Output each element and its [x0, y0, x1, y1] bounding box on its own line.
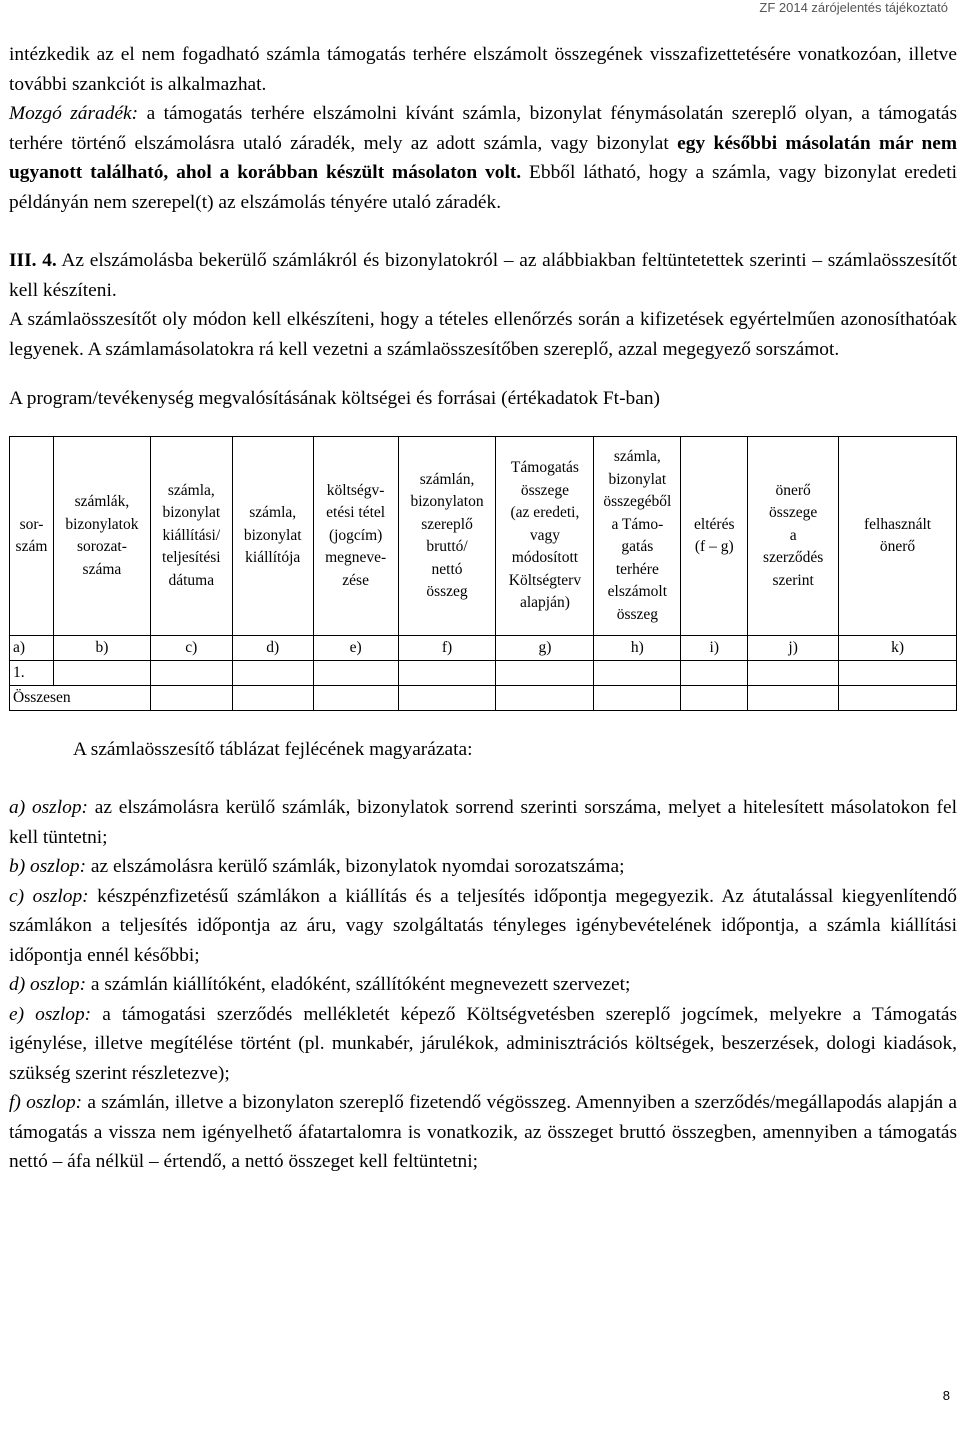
column-description: az elszámolásra kerülő számlák, bizonylatok nyomdai sorozatszáma;	[86, 856, 625, 877]
paragraph-mozgo-zaradek	[9, 99, 957, 217]
table-cell	[496, 686, 594, 711]
table-cell	[839, 661, 957, 686]
table-header-cell	[10, 437, 54, 636]
column-label: f) oszlop:	[9, 1092, 83, 1113]
term-label: Mozgó záradék:	[9, 103, 139, 124]
explanations-list	[9, 793, 957, 1177]
header-line: számlán,	[419, 470, 475, 488]
text-part: a támogatás terhére elszámolni kívánt számla, bizonylat fénymásolatán szereplő olyan, a támogatás terhére történő elszámolásra utaló záradék, mely az adott számla, vagy bizonylat	[9, 103, 957, 154]
header-line: gatás	[621, 538, 654, 555]
column-label: c) oszlop:	[9, 885, 89, 907]
header-line: eltérés	[694, 515, 735, 533]
header-line: bizonylatok	[65, 515, 139, 533]
paragraph-intro: intézkedik az el nem fogadható számla támogatás terhére elszámolt összegének visszafizettetésére vonatkozóan, illetve további szankciót is alkalmazhat.	[9, 44, 957, 95]
header-line: száma	[82, 560, 122, 578]
table-header-cell	[150, 437, 232, 636]
header-line: elszámolt	[607, 583, 668, 600]
document-header: ZF 2014 zárójelentés tájékoztató	[759, 0, 948, 15]
header-line: összege	[769, 504, 818, 522]
header-line: számla,	[249, 504, 297, 522]
header-line: összeg	[616, 605, 659, 623]
header-line: teljesítési	[162, 549, 221, 567]
header-line: összeg	[426, 583, 468, 600]
header-line: bruttó/	[426, 538, 468, 555]
table-header-cell	[496, 437, 594, 636]
header-line: önerő	[775, 481, 811, 499]
table-cell	[594, 661, 681, 686]
table-title: A program/tevékenység megvalósításának költségei és forrásai (értékadatok Ft-ban)	[9, 388, 660, 409]
explanation-item	[9, 1088, 957, 1177]
header-line: sor-	[19, 515, 44, 533]
column-label: d) oszlop:	[9, 974, 87, 995]
column-letter: f)	[398, 636, 496, 661]
header-line: megneve-	[325, 549, 387, 567]
table-total-row	[10, 686, 957, 711]
invoice-summary-table	[9, 436, 957, 711]
table-cell	[232, 686, 313, 711]
explanation-item	[9, 882, 957, 971]
explanation-item	[9, 1000, 957, 1089]
header-line: szerint	[772, 571, 814, 589]
header-line: etési tétel	[326, 504, 386, 522]
header-line: önerő	[879, 538, 916, 555]
page-number: 8	[942, 1388, 950, 1403]
header-line: dátuma	[168, 571, 215, 589]
column-label: e) oszlop:	[9, 1003, 92, 1025]
table-header-cell	[748, 437, 839, 636]
header-line: Támogatás	[510, 459, 579, 477]
explanation-title: A számlaösszesítő táblázat fejlécének magyarázata:	[73, 739, 473, 760]
table-cell	[681, 686, 748, 711]
column-letter: a)	[10, 636, 54, 661]
header-line: vagy	[529, 526, 560, 544]
header-line: (f – g)	[694, 538, 734, 555]
section-number: III. 4.	[9, 250, 57, 271]
total-label: Összesen	[10, 686, 151, 711]
table-letter-row	[10, 636, 957, 661]
table-cell	[398, 686, 496, 711]
column-letter: k)	[839, 636, 957, 661]
header-line: bizonylat	[162, 504, 221, 522]
header-line: szerződés	[763, 549, 824, 567]
table-cell	[496, 661, 594, 686]
column-letter: g)	[496, 636, 594, 661]
column-label: b) oszlop:	[9, 856, 87, 877]
column-letter: i)	[681, 636, 748, 661]
header-line: kiállítója	[245, 549, 301, 567]
column-letter: e)	[313, 636, 398, 661]
column-letter: j)	[748, 636, 839, 661]
page-content	[9, 40, 957, 1177]
section-paragraph: A számlaösszesítőt oly módon kell elkészíteni, hogy a tételes ellenőrzés során a kifizetések egyértelműen azonosíthatóak legyenek. A számlamásolatokra rá kell vezetni a számlaösszesítőben szereplő, azzal megegyező sorszámot.	[9, 309, 957, 360]
text-part: Ebből látható, hogy a számla, vagy bizonylat eredeti példányán nem szerepel(t) az elszámolás tényére utaló záradék.	[9, 162, 957, 213]
table-cell	[150, 661, 232, 686]
header-line: Költségterv	[508, 571, 582, 589]
table-cell	[232, 661, 313, 686]
header-line: számla,	[167, 481, 215, 499]
explanation-item	[9, 852, 957, 882]
table-header-cell	[398, 437, 496, 636]
header-line: a Támo-	[611, 515, 664, 533]
table-cell: 1.	[10, 661, 54, 686]
table-header-cell	[839, 437, 957, 636]
column-description: az elszámolásra kerülő számlák, bizonylatok sorrend szerinti sorszáma, melyet a hitelesített másolatokon fel kell tüntetni;	[9, 797, 957, 848]
header-line: kiállítási/	[162, 526, 221, 544]
section-heading-paragraph	[9, 246, 957, 305]
table-header-cell	[594, 437, 681, 636]
table-header-row	[10, 437, 957, 636]
header-line: (az eredeti,	[510, 504, 580, 522]
column-description: a támogatási szerződés mellékletét képező Költségvetésben szereplő jogcímek, melyekre a Támogatás igénylése, illetve megítélése történt (pl. munkabér, járulékok, adminisztrációs költségek, beszerzések, dologi kiadások, szükség szerint részletezve);	[9, 1003, 958, 1084]
column-letter: b)	[53, 636, 150, 661]
table-row	[10, 661, 957, 686]
table-cell	[681, 661, 748, 686]
column-label: a) oszlop:	[9, 797, 88, 818]
column-description: készpénzfizetésű számlákon a kiállítás és a teljesítés időpontja megegyezik. Az átutalással kiegyenlítendő számlákon a teljesítés időpontja az áru, vagy szolgáltatás tényleges igénybevételének időpontja, a számla kiállítási időpontja ennél későbbi;	[9, 885, 958, 966]
table-header-cell	[313, 437, 398, 636]
table-cell	[839, 686, 957, 711]
header-line: (jogcím)	[328, 526, 383, 544]
header-line: bizonylat	[608, 470, 667, 488]
header-line: számla,	[613, 448, 661, 465]
header-line: bizonylat	[243, 526, 302, 544]
header-line: összegéből	[603, 493, 672, 510]
table-cell	[150, 686, 232, 711]
table-header-cell	[232, 437, 313, 636]
header-line: felhasznált	[863, 515, 932, 533]
table-cell	[53, 661, 150, 686]
section-text: Az elszámolásba bekerülő számlákról és bizonylatokról – az alábbiakban feltüntetettek szerinti – számlaösszesítőt kell készíteni.	[9, 250, 957, 301]
header-line: számlák,	[74, 493, 130, 510]
column-letter: c)	[150, 636, 232, 661]
table-header-cell	[53, 437, 150, 636]
header-line: szám	[15, 538, 48, 555]
header-line: alapján)	[519, 594, 570, 612]
header-line: zése	[342, 571, 369, 589]
header-line: sorozat-	[76, 538, 127, 555]
column-letter: h)	[594, 636, 681, 661]
header-line: a	[789, 526, 797, 544]
header-line: költségv-	[326, 481, 385, 499]
table-cell	[748, 661, 839, 686]
bold-part: egy későbbi másolatán már nem ugyanott található, ahol a korábban készült másolaton volt.	[9, 132, 958, 183]
table-cell	[748, 686, 839, 711]
table-cell	[398, 661, 496, 686]
column-description: a számlán kiállítóként, eladóként, szállítóként megnevezett szervezet;	[86, 974, 631, 995]
column-description: a számlán, illetve a bizonylaton szereplő fizetendő végösszeg. Amennyiben a szerződés/megállapodás alapján a támogatás a vissza nem igényelhető áfatartalomra is vonatkozik, az összeget bruttó összegben, amennyiben a támogatás nettó – áfa nélkül – értendő, a nettó összeget kell feltüntetni;	[9, 1092, 957, 1172]
column-letter: d)	[232, 636, 313, 661]
table-cell	[313, 661, 398, 686]
table-header-cell	[681, 437, 748, 636]
header-line: bizonylaton	[410, 493, 484, 510]
table-cell	[313, 686, 398, 711]
explanation-item	[9, 793, 957, 852]
header-line: szereplő	[421, 515, 473, 533]
header-line: módosított	[511, 549, 579, 567]
table-cell	[594, 686, 681, 711]
explanation-item	[9, 970, 957, 1000]
header-line: terhére	[615, 560, 659, 578]
header-line: összege	[520, 481, 570, 499]
header-line: nettó	[431, 560, 463, 578]
